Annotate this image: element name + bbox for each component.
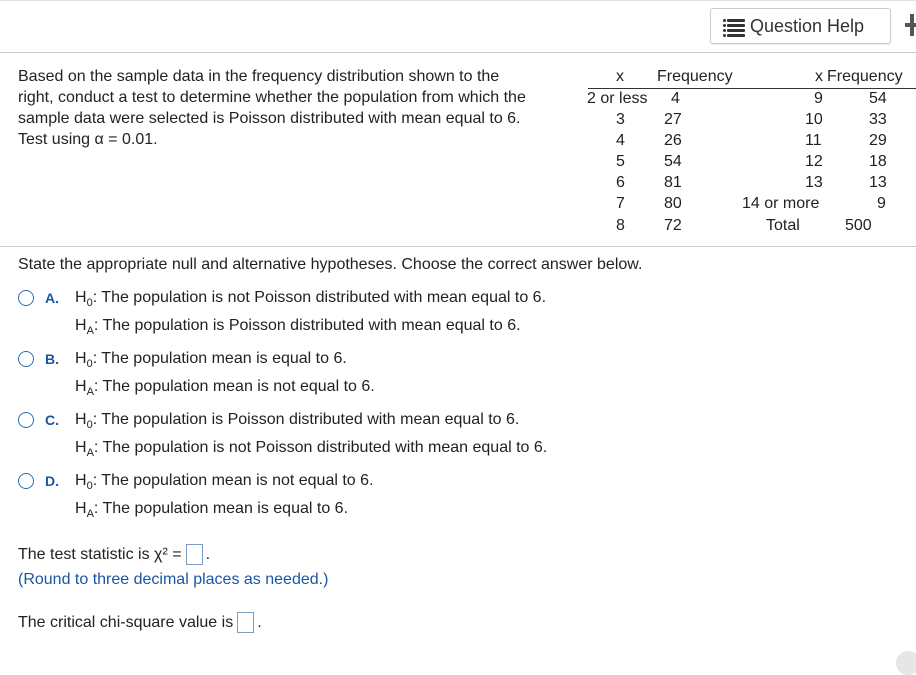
test-statistic-suffix: .: [205, 545, 211, 563]
table-cell: 13: [805, 174, 823, 191]
table-cell: 8: [616, 217, 625, 234]
option-letter: B.: [45, 351, 59, 367]
table-cell: 81: [664, 174, 682, 191]
table-cell: 500: [845, 217, 872, 234]
corner-button[interactable]: [896, 651, 916, 675]
table-cell: 33: [869, 111, 887, 128]
radio-button[interactable]: [18, 351, 34, 367]
table-cell: 7: [616, 195, 625, 212]
table-cell: 80: [664, 195, 682, 212]
table-cell: 3: [616, 111, 625, 128]
question-instruction: State the appropriate null and alternative hypotheses. Choose the correct answer below.: [18, 256, 643, 273]
critical-value-label: The critical chi-square value is: [18, 613, 234, 631]
test-statistic-label: The test statistic is χ² =: [18, 545, 182, 563]
table-cell: 9: [814, 90, 823, 107]
table-cell: 10: [805, 111, 823, 128]
radio-button[interactable]: [18, 412, 34, 428]
section-divider: [0, 246, 916, 247]
null-hypothesis: $H_0$: The population is not Poisson distributed with mean equal to 6.: [75, 289, 547, 309]
move-icon[interactable]: [905, 12, 916, 38]
table-header-rule: [742, 88, 916, 89]
radio-button[interactable]: [18, 473, 34, 489]
alternative-hypothesis: $H_A$: The population is not Poisson distributed with mean equal to 6.: [75, 439, 548, 459]
table-cell: 13: [869, 174, 887, 191]
critical-value-row: [18, 612, 262, 633]
table-header-frequency: Frequency: [657, 68, 733, 85]
table-cell: 29: [869, 132, 887, 149]
prompt-line: sample data were selected is Poisson distributed with mean equal to 6.: [18, 110, 521, 127]
table-header-x: x: [616, 68, 624, 85]
table-cell: 12: [805, 153, 823, 170]
table-header-x: x: [815, 68, 823, 85]
top-border: [0, 0, 916, 1]
table-cell: 54: [869, 90, 887, 107]
alternative-hypothesis: $H_A$: The population is Poisson distributed with mean equal to 6.: [75, 317, 521, 337]
table-cell: 72: [664, 217, 682, 234]
list-icon: [723, 15, 745, 37]
option-letter: A.: [45, 290, 59, 306]
option-letter: C.: [45, 412, 59, 428]
question-help-label: Question Help: [750, 15, 865, 36]
null-hypothesis: $H_0$: The population mean is equal to 6.: [75, 350, 347, 370]
rounding-note: (Round to three decimal places as needed.): [18, 571, 329, 588]
test-statistic-row: [18, 544, 210, 565]
null-hypothesis: $H_0$: The population is Poisson distributed with mean equal to 6.: [75, 411, 520, 431]
table-header-frequency: Frequency: [827, 68, 903, 85]
table-cell: 2 or less: [587, 90, 648, 107]
table-cell: 6: [616, 174, 625, 191]
alternative-hypothesis: $H_A$: The population mean is equal to 6.: [75, 500, 349, 520]
header-divider: [0, 52, 916, 53]
table-cell: 26: [664, 132, 682, 149]
table-cell: 11: [805, 132, 822, 149]
table-cell: 9: [877, 195, 886, 212]
critical-value-input[interactable]: [237, 612, 254, 633]
table-cell: 5: [616, 153, 625, 170]
question-help-button[interactable]: [710, 8, 891, 44]
prompt-line: Based on the sample data in the frequency distribution shown to the: [18, 68, 500, 85]
table-cell: 4: [616, 132, 625, 149]
table-cell: 4: [671, 90, 680, 107]
table-cell: 54: [664, 153, 682, 170]
table-cell: Total: [766, 217, 800, 234]
critical-value-suffix: .: [257, 613, 262, 631]
null-hypothesis: $H_0$: The population mean is not equal to 6.: [75, 472, 374, 492]
radio-button[interactable]: [18, 290, 34, 306]
problem-prompt: [18, 66, 588, 150]
table-cell: 27: [664, 111, 682, 128]
option-letter: D.: [45, 473, 59, 489]
table-cell: 14 or more: [742, 195, 820, 212]
test-statistic-input[interactable]: [186, 544, 203, 565]
table-cell: 18: [869, 153, 887, 170]
prompt-line: Test using α = 0.01.: [18, 131, 158, 148]
alternative-hypothesis: $H_A$: The population mean is not equal to 6.: [75, 378, 375, 398]
prompt-line: right, conduct a test to determine whether the population from which the: [18, 89, 526, 106]
